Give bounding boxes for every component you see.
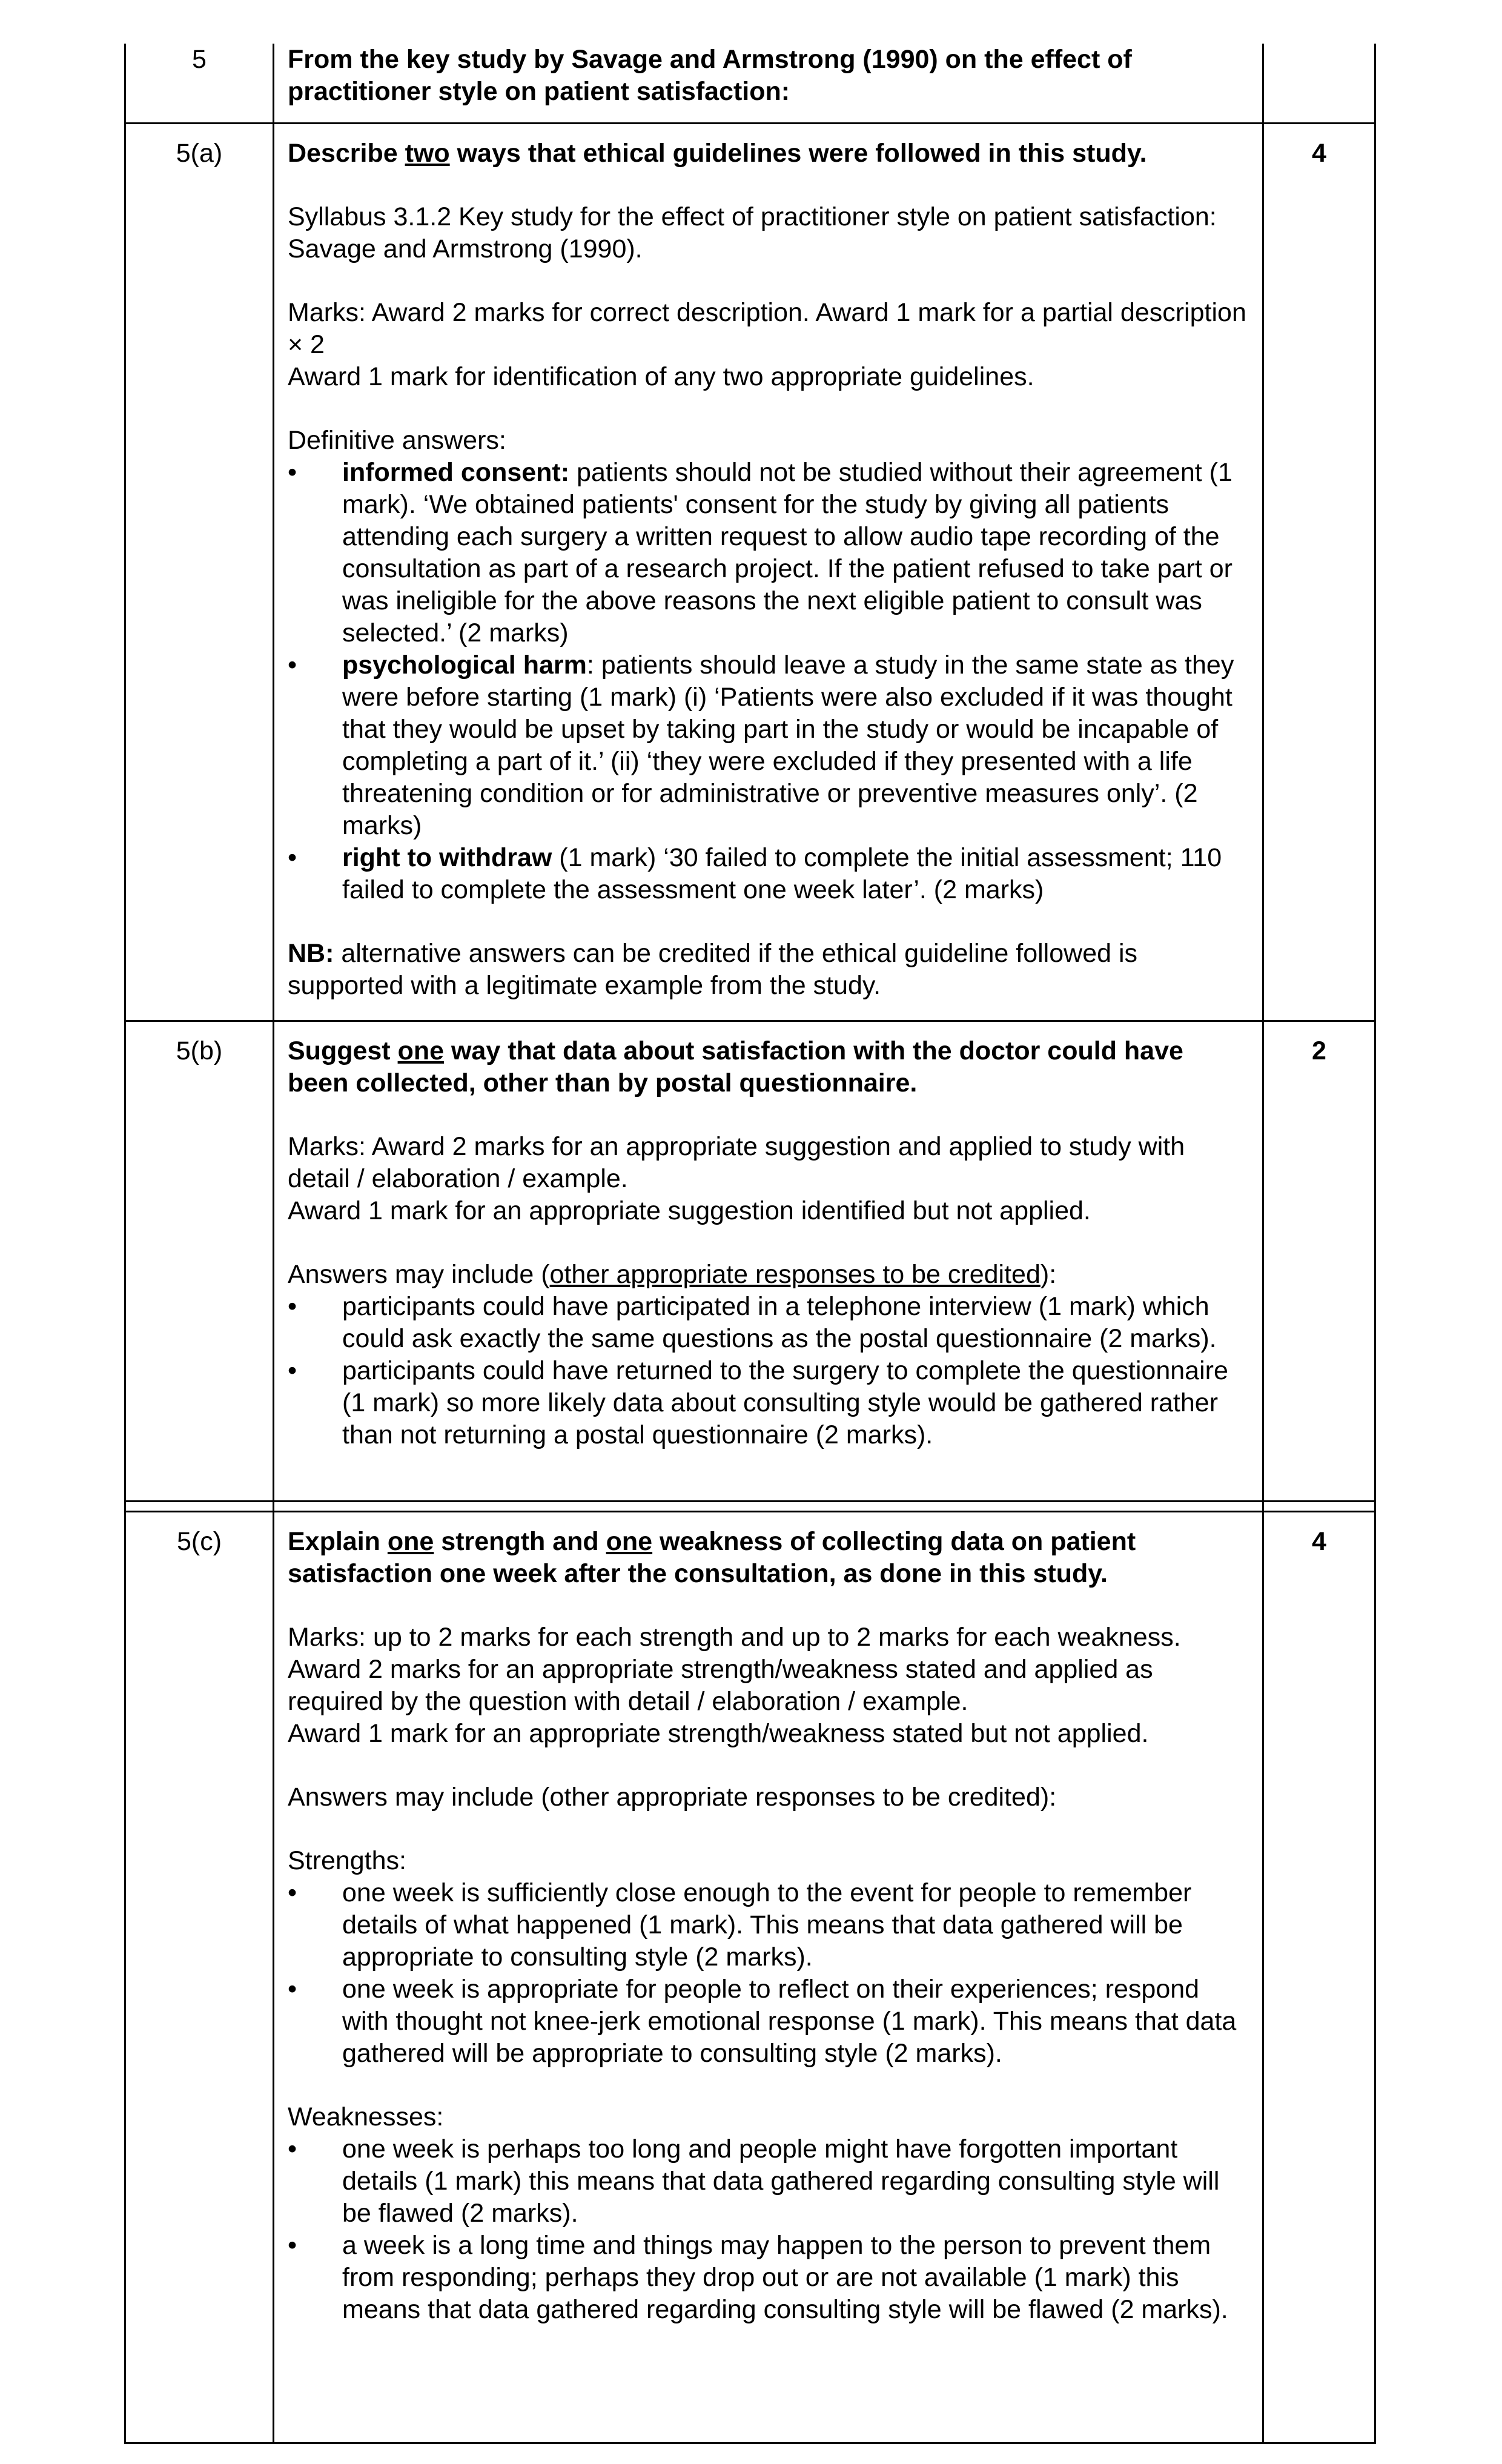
marks-value: 2 xyxy=(1312,1036,1326,1065)
question-content xyxy=(274,1512,1264,2442)
syllabus-ref: Syllabus 3.1.2 Key study for the effect of practitioner style on patient satisfaction: Savage and Armstrong (1990). xyxy=(288,202,1217,263)
question-number: 5 xyxy=(126,44,274,122)
list-item: • psychological harm: patients should leave a study in the same state as they were before starting (1 mark) (i) ‘Patients were also excluded if it was thought that they would be upset by taking part in the study or would be incapable of completing a part of it.’ (ii) ‘they were excluded if they presented with a life threatening condition or for administrative or preventive measures only’. (2 marks) xyxy=(288,649,1250,842)
marks-guidance: Marks: Award 2 marks for an appropriate suggestion and applied to study with detail / elaboration / example. xyxy=(288,1132,1185,1193)
marks-guidance: Award 1 mark for an appropriate suggestion identified but not applied. xyxy=(288,1196,1091,1225)
answer-list xyxy=(288,457,1250,906)
marks-value: 4 xyxy=(1312,139,1326,168)
question-content xyxy=(274,124,1264,1020)
list-item: • a week is a long time and things may happen to the person to prevent them from responding; perhaps they drop out or are not available (1 mark) this means that data gathered regarding consulting style will be flawed (2 marks). xyxy=(288,2230,1250,2326)
question-content xyxy=(274,1022,1264,1500)
marks-guidance: Marks: Award 2 marks for correct description. Award 1 mark for a partial description × 2 xyxy=(288,298,1246,359)
row-divider xyxy=(124,1500,1376,1512)
marks-guidance: Marks: up to 2 marks for each strength and up to 2 marks for each weakness. xyxy=(288,1623,1181,1652)
question-5c-row xyxy=(124,1512,1376,2444)
list-item: • one week is appropriate for people to reflect on their experiences; respond with thought not knee-jerk emotional response (1 mark). This means that data gathered will be appropriate to consulting style (2 marks). xyxy=(288,1973,1250,2070)
marks-guidance: Award 1 mark for identification of any two appropriate guidelines. xyxy=(288,362,1034,391)
question-number: 5(b) xyxy=(126,1022,274,1500)
list-item: • one week is perhaps too long and people might have forgotten important details (1 mark) this means that data gathered regarding consulting style will be flawed (2 marks). xyxy=(288,2133,1250,2230)
marks-guidance: Award 2 marks for an appropriate strength/weakness stated and applied as required by the question with detail / elaboration / example. xyxy=(288,1655,1153,1716)
question-5a-row xyxy=(124,124,1376,1022)
answers-intro: Answers may include (other appropriate responses to be credited): xyxy=(288,1260,1057,1289)
note: NB: alternative answers can be credited if the ethical guideline followed is supported with a legitimate example from the study. xyxy=(288,939,1138,1000)
list-item: • participants could have participated in a telephone interview (1 mark) which could ask exactly the same questions as the postal questionnaire (2 marks). xyxy=(288,1291,1250,1355)
answer-list xyxy=(288,1291,1250,1451)
question-number: 5(c) xyxy=(126,1512,274,2442)
weaknesses-heading: Weaknesses: xyxy=(288,2102,444,2131)
strengths-list xyxy=(288,1877,1250,2070)
answers-intro: Answers may include (other appropriate responses to be credited): xyxy=(288,1783,1057,1812)
weaknesses-list xyxy=(288,2133,1250,2326)
marks-value: 4 xyxy=(1312,1527,1326,1556)
question-text: Suggest one way that data about satisfaction with the doctor could have been collected, other than by postal questionnaire. xyxy=(288,1036,1183,1098)
list-item: • right to withdraw (1 mark) ‘30 failed to complete the initial assessment; 110 failed to complete the assessment one week later’. (2 marks) xyxy=(288,842,1250,906)
question-5b-row xyxy=(124,1022,1376,1500)
list-item: • informed consent: patients should not be studied without their agreement (1 mark). ‘We obtained patients' consent for the study by giving all patients attending each surgery a written request to allow audio tape recording of the consultation as part of a research project. If the patient refused to take part or was ineligible for the above reasons the next eligible patient to consult was selected.’ (2 marks) xyxy=(288,457,1250,649)
marks-guidance: Award 1 mark for an appropriate strength/weakness stated but not applied. xyxy=(288,1719,1149,1748)
list-item: • one week is sufficiently close enough to the event for people to remember details of what happened (1 mark). This means that data gathered will be appropriate to consulting style (2 marks). xyxy=(288,1877,1250,1973)
question-text: Explain one strength and one weakness of collecting data on patient satisfaction one week after the consultation, as done in this study. xyxy=(288,1527,1136,1588)
strengths-heading: Strengths: xyxy=(288,1846,406,1875)
question-stem: From the key study by Savage and Armstrong (1990) on the effect of practitioner style on patient satisfaction: xyxy=(274,44,1264,122)
marks-cell xyxy=(1264,44,1374,122)
question-text: Describe two ways that ethical guidelines were followed in this study. xyxy=(288,139,1147,168)
question-5-row xyxy=(124,44,1376,124)
list-item: • participants could have returned to the surgery to complete the questionnaire (1 mark) so more likely data about consulting style would be gathered rather than not returning a postal questionnaire (2 marks). xyxy=(288,1355,1250,1451)
answers-intro: Definitive answers: xyxy=(288,426,506,455)
mark-scheme-table xyxy=(124,44,1376,2444)
question-number: 5(a) xyxy=(126,124,274,1020)
